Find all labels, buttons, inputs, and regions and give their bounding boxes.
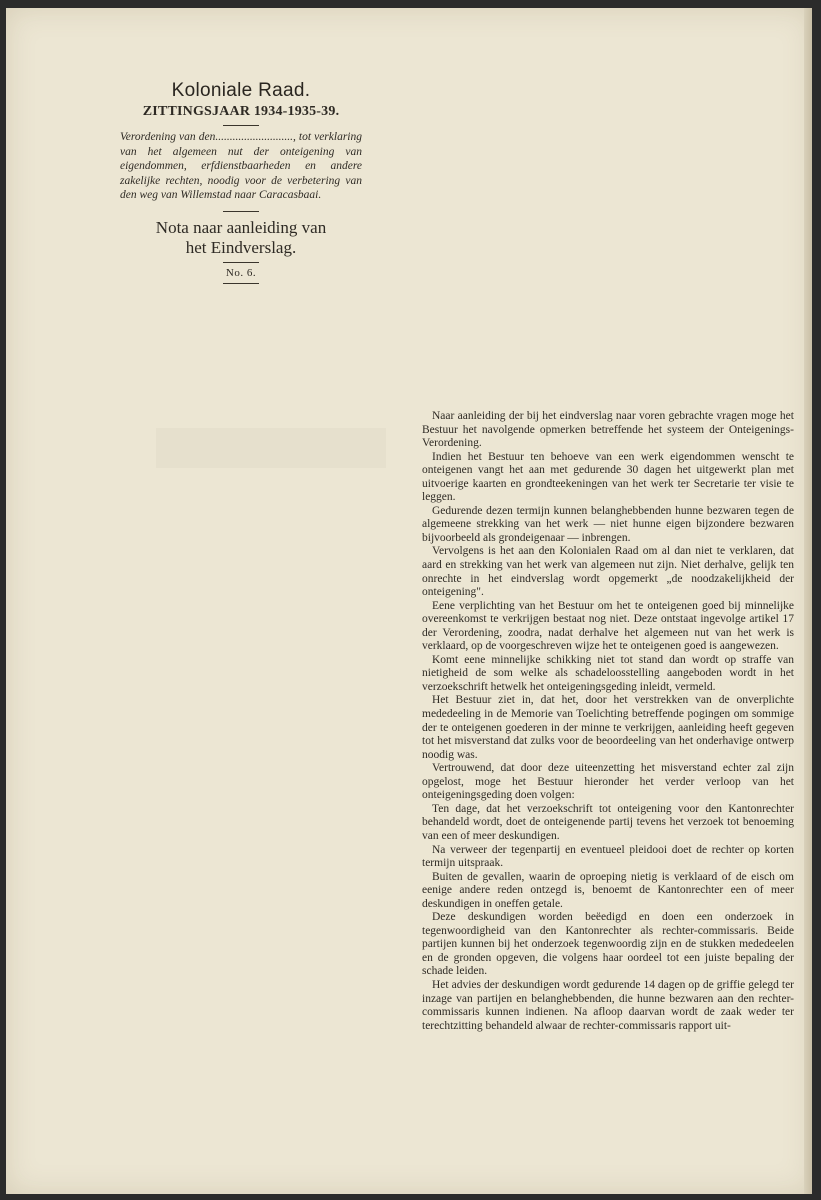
divider — [223, 211, 259, 212]
paragraph: Komt eene minnelijke schikking niet tot stand dan wordt op straffe van nietigheid de som welke als schadeloosstelling aangeboden wordt in het verzoekschrift hetwelk het onteigeningsgeding inleidt, vermeld. — [422, 653, 794, 693]
paragraph: Eene verplichting van het Bestuur om het te onteigenen goed bij minnelijke overeenkomst te verkrijgen bestaat nog niet. Deze ontstaat ingevolge artikel 17 der Verordening, zoodra, nadat derhalve het algemeen nut van het werk is verklaard, op de voorgeschreven wijze het te onteigenen goed is aangewezen. — [422, 599, 794, 653]
divider — [223, 283, 259, 284]
divider — [223, 262, 259, 263]
session-year: ZITTINGSJAAR 1934-1935-39. — [142, 104, 340, 119]
divider — [223, 125, 259, 126]
show-through-shadow — [156, 428, 386, 468]
paragraph: Het advies der deskundigen wordt gedurende 14 dagen op de griffie gelegd ter inzage van partijen en belanghebbenden, die hunne bezwaren aan den rechter-commissaris kunnen indienen. Na afloop daarvan wordt de zaak weder ter terechtzitting behandeld alwaar de rechter-commissaris rapport uit- — [422, 978, 794, 1032]
paragraph: Het Bestuur ziet in, dat het, door het verstrekken van de onverplichte mededeeling in de Memorie van Toelichting betreffende pogingen om sommige der te onteigenen goederen in der minne te verkrijgen, aanleiding heeft gegeven tot het misverstand dat zulks voor de beoordeeling van het onderhavige ontwerp noodig was. — [422, 694, 794, 761]
document-header — [116, 80, 366, 288]
document-number: No. 6. — [225, 266, 257, 279]
body-text — [422, 410, 794, 1033]
paragraph: Indien het Bestuur ten behoeve van een werk eigendommen wenscht te onteigenen vangt het aan met gedurende 30 dagen het uitgewerkt plan met uitvoerige kaarten en grondteekeningen van het werk ter Secretarie ter visie te leggen. — [422, 450, 794, 504]
paragraph: Deze deskundigen worden beëedigd en doen een onderzoek in tegenwoordigheid van den Kantonrechter als rechter-commissaris. Beide partijen kunnen bij het onderzoek tegenwoordig zijn en de stukken mededeelen en de gronden opgeven, die volgens haar oordeel tot een juiste bepaling der schade leiden. — [422, 911, 794, 978]
nota-title-line-1: Nota naar aanleiding van — [155, 217, 327, 237]
council-title: Koloniale Raad. — [171, 80, 311, 101]
paragraph: Na verweer der tegenpartij en eventueel pleidooi doet de rechter op korten termijn uitspraak. — [422, 843, 794, 870]
paragraph: Naar aanleiding der bij het eindverslag naar voren gebrachte vragen moge het Bestuur het navolgende opmerken betreffende het systeem der Onteigenings-Verordening. — [422, 410, 794, 450]
paragraph: Gedurende dezen termijn kunnen belanghebbenden hunne bezwaren tegen de algemeene strekking van het werk — niet hunne eigen bijzondere bezwaren bijvoorbeeld als grondeigenaar — inbrengen. — [422, 504, 794, 544]
paragraph: Vertrouwend, dat door deze uiteenzetting het misverstand echter zal zijn opgelost, moge het Bestuur hieronder het verder verloop van het onteigeningsgeding doen volgen: — [422, 762, 794, 802]
ordinance-subject: Verordening van den..........................., tot verklaring van het algemeen nut der onteigening van eigendommen, erfdienstbaarheden en andere zakelijke rechten, noodig voor de verbetering van den weg van Willemstad naar Caracasbaai. — [120, 131, 362, 201]
paragraph: Buiten de gevallen, waarin de oproeping nietig is verklaard of de eisch om eenige andere reden ontzegd is, benoemt de Kantonrechter een of meer deskundigen in oneffen getale. — [422, 870, 794, 910]
paragraph: Ten dage, dat het verzoekschrift tot onteigening voor den Kantonrechter behandeld wordt, doet de onteigenende partij tevens het verzoek tot benoeming van een of meer deskundigen. — [422, 802, 794, 842]
nota-title-line-2: het Eindverslag. — [185, 237, 297, 257]
page-edge — [804, 8, 812, 1194]
paragraph: Vervolgens is het aan den Kolonialen Raad om al dan niet te verklaren, dat aard en strekking van het werk van algemeen nut zijn. Niet derhalve, gelijk ten onrechte in het eindverslag wordt opgemerkt „de noodzakelijkheid der onteigening". — [422, 545, 794, 599]
document-page — [6, 8, 812, 1194]
